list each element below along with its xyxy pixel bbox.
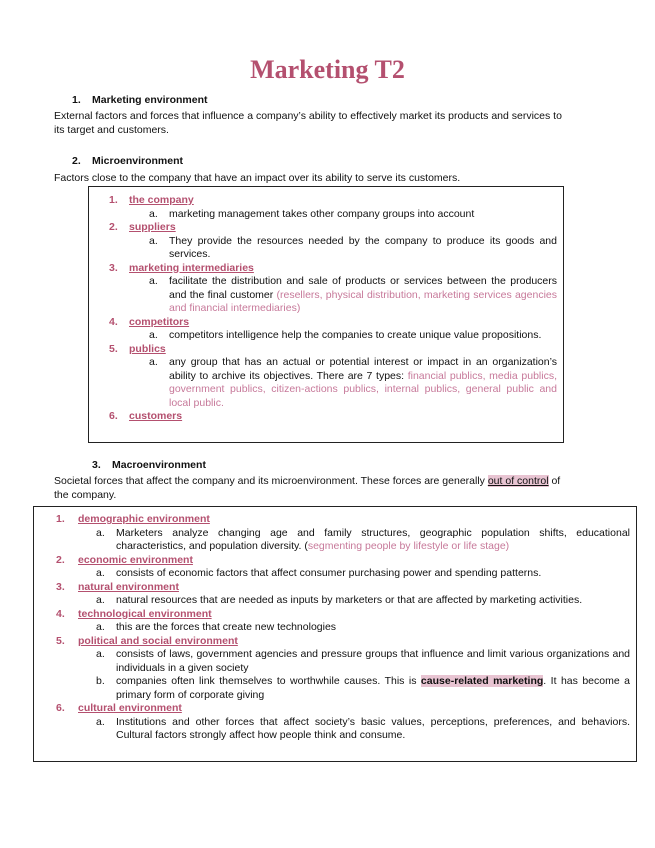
- sub-item-number: b.: [96, 675, 105, 687]
- list-item: [109, 410, 557, 424]
- sub-item-text: consists of economic factors that affect consumer purchasing power and spending patterns.: [116, 567, 542, 579]
- sub-item-text: companies often link themselves to worthwhile causes. This is: [116, 675, 421, 687]
- sub-item: [56, 567, 630, 581]
- section-3-text-after: of the company.: [54, 475, 561, 501]
- macroenvironment-box: [33, 506, 637, 762]
- section-3-heading: [92, 459, 206, 472]
- sub-item-text-after: . It has become a primary form of corporate giving: [116, 675, 630, 701]
- list-item-title: demographic environment: [78, 513, 210, 525]
- sub-item: [56, 648, 630, 675]
- sub-item: [109, 235, 557, 262]
- list-item: [56, 581, 630, 595]
- list-item-title: political and social environment: [78, 634, 238, 647]
- list-item-number: 2.: [56, 553, 65, 566]
- list-item: [109, 194, 557, 208]
- sub-item-note: financial publics, media publics, government publics, citizen-actions publics, internal publics, general public and local public.: [169, 369, 557, 409]
- sub-item: [56, 716, 630, 743]
- list-item: [109, 221, 557, 235]
- list-item-title: natural environment: [78, 580, 179, 593]
- list-item-title: publics: [129, 342, 166, 355]
- list-item: [56, 702, 630, 716]
- list-item: [56, 608, 630, 622]
- sub-item-number: a.: [96, 567, 105, 579]
- list-item-number: 3.: [56, 580, 65, 593]
- section-1-text: External factors and forces that influence a company’s ability to effectively market its products and services to its target and customers.: [54, 110, 562, 136]
- sub-item-number: a.: [149, 329, 158, 341]
- list-item-title: economic environment: [78, 553, 193, 566]
- list-item-number: 5.: [109, 342, 118, 355]
- sub-item-text: consists of laws, government agencies and pressure groups that influence and limit various organizations and individuals in a given society: [116, 648, 630, 674]
- section-2-number: 2.: [72, 155, 81, 167]
- sub-item: [56, 527, 630, 554]
- sub-item-text: facilitate the distribution and sale of products or services between the producers and the final customer: [169, 275, 557, 301]
- sub-item-number: a.: [96, 594, 105, 606]
- section-2-heading: [72, 155, 183, 168]
- sub-item-number: a.: [149, 207, 158, 220]
- list-item-number: 1.: [56, 513, 65, 525]
- list-item-title: customers: [129, 410, 183, 422]
- list-item: [56, 513, 630, 527]
- macroenvironment-list: [56, 513, 630, 743]
- sub-item-number: a.: [96, 648, 105, 660]
- section-1-heading: [72, 94, 208, 107]
- microenvironment-box: [88, 186, 564, 443]
- list-item-number: 4.: [56, 607, 65, 620]
- list-item-title: the company: [129, 194, 194, 206]
- sub-item-text: competitors intelligence help the companies to create unique value propositions.: [169, 329, 542, 341]
- list-item-number: 3.: [109, 261, 118, 274]
- sub-item-highlight: cause-related marketing: [420, 675, 544, 687]
- section-3-number: 3.: [92, 459, 101, 471]
- list-item: [56, 635, 630, 649]
- section-3-highlight: out of control: [487, 475, 549, 487]
- list-item-title: cultural environment: [78, 702, 182, 714]
- section-3-title: Macroenvironment: [112, 459, 206, 471]
- sub-item-number: a.: [96, 621, 105, 633]
- list-item-number: 2.: [109, 221, 118, 233]
- sub-item: [109, 356, 557, 410]
- section-1-number: 1.: [72, 94, 81, 106]
- list-item: [109, 262, 557, 276]
- microenvironment-list: [109, 194, 557, 424]
- sub-item-text: this are the forces that create new technologies: [116, 621, 337, 633]
- sub-item-number: a.: [96, 715, 105, 728]
- sub-item-text: any group that has an actual or potential interest or impact in an organization’s ability to archive its objectives. There are 7 types:: [169, 356, 557, 382]
- sub-item-text: natural resources that are needed as inputs by marketers or that are affected by marketing activities.: [116, 594, 583, 606]
- list-item-title: competitors: [129, 315, 190, 328]
- sub-item: [56, 675, 630, 702]
- sub-item-text: Institutions and other forces that affect society’s basic values, perceptions, preferences, and behaviors. Cultural factors strongly affect how people think and consume.: [116, 715, 630, 741]
- sub-item-note: segmenting people by lifestyle or life stage): [307, 540, 510, 552]
- list-item: [109, 316, 557, 330]
- sub-item: [109, 208, 557, 222]
- sub-item-text: marketing management takes other company groups into account: [169, 207, 475, 220]
- list-item-number: 6.: [109, 410, 118, 422]
- page-title: Marketing T2: [250, 55, 405, 84]
- sub-item-text: Marketers analyze changing age and family structures, geographic population shifts, educational characteristics, and population diversity. (: [116, 526, 630, 552]
- sub-item-number: a.: [149, 275, 158, 287]
- list-item: [56, 554, 630, 568]
- section-2-title: Microenvironment: [92, 155, 184, 167]
- list-item-number: 4.: [109, 315, 118, 328]
- sub-item-number: a.: [149, 234, 158, 247]
- section-3-text-before: Societal forces that affect the company and its microenvironment. These forces are generally: [54, 475, 488, 487]
- list-item-title: suppliers: [129, 221, 176, 233]
- sub-item-note: (resellers, physical distribution, marketing services agencies and financial intermediaries): [169, 288, 557, 314]
- section-3-text: [54, 474, 574, 502]
- list-item-title: technological environment: [78, 607, 212, 620]
- sub-item: [56, 621, 630, 635]
- sub-item-number: a.: [149, 356, 158, 368]
- section-2-text: Factors close to the company that have an impact over its ability to serve its customers.: [54, 172, 461, 184]
- sub-item-number: a.: [96, 526, 105, 539]
- list-item: [109, 343, 557, 357]
- list-item-number: 6.: [56, 702, 65, 714]
- sub-item-text: They provide the resources needed by the company to produce its goods and services.: [169, 234, 557, 260]
- list-item-number: 1.: [109, 194, 118, 206]
- sub-item: [109, 329, 557, 343]
- section-1-title: Marketing environment: [92, 94, 208, 106]
- list-item-title: marketing intermediaries: [129, 261, 254, 274]
- list-item-number: 5.: [56, 634, 65, 647]
- sub-item: [109, 275, 557, 316]
- sub-item: [56, 594, 630, 608]
